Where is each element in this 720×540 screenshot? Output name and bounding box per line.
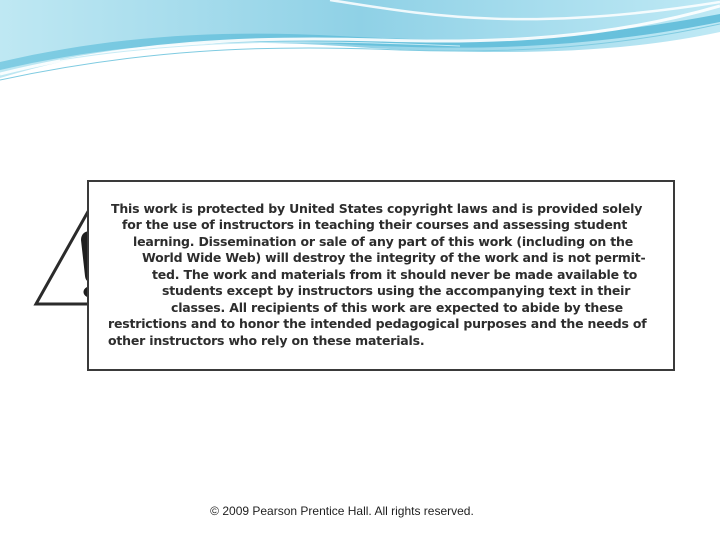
notice-line-1: This work is protected by United States copyright laws and is provided solely <box>111 201 643 216</box>
header-swoosh-banner <box>0 0 720 90</box>
notice-line-6: students except by instructors using the accompanying text in their <box>162 283 631 298</box>
copyright-notice-box <box>87 180 675 371</box>
notice-line-5: ted. The work and materials from it should never be made available to <box>152 267 638 282</box>
notice-line-9: other instructors who rely on these materials. <box>108 333 425 348</box>
copyright-notice-panel <box>30 180 678 376</box>
notice-line-7: classes. All recipients of this work are expected to abide by these <box>171 300 623 315</box>
notice-line-8: restrictions and to honor the intended pedagogical purposes and the needs of <box>108 316 647 331</box>
copyright-footer: © 2009 Pearson Prentice Hall. All rights reserved. <box>210 504 474 518</box>
notice-line-2: for the use of instructors in teaching their courses and assessing student <box>122 217 628 232</box>
notice-line-4: World Wide Web) will destroy the integrity of the work and is not permit- <box>142 250 646 265</box>
notice-line-3: learning. Dissemination or sale of any part of this work (including on the <box>133 234 634 249</box>
